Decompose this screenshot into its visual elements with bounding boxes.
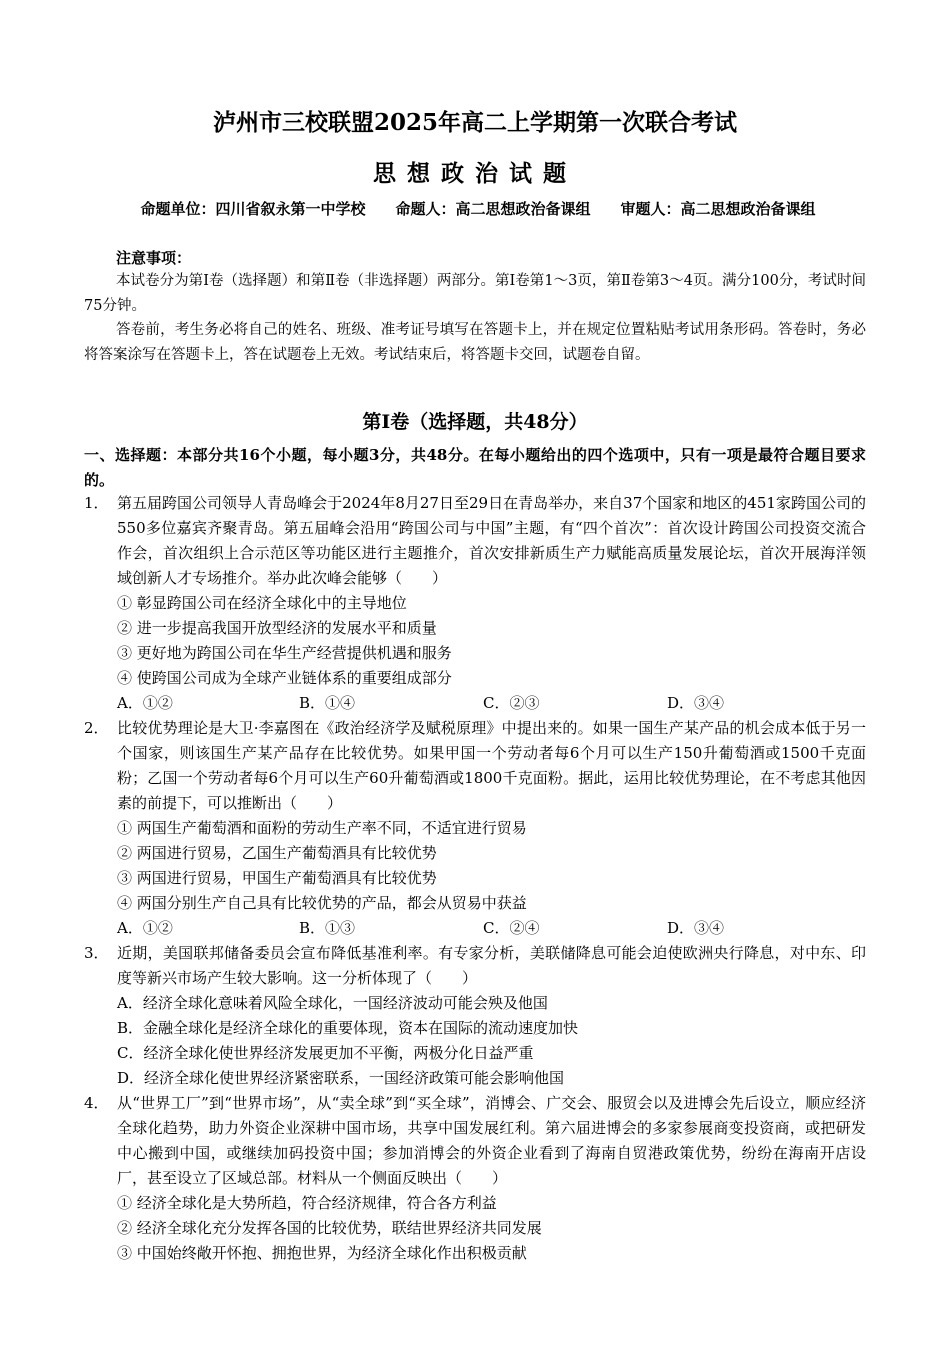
exam-title: 泸州市三校联盟2025年高二上学期第一次联合考试 [212, 109, 737, 136]
section-instruction: 一、选择题：本部分共16个小题，每小题3分，共48分。在每小题给出的四个选项中，只有一项是最符合题目要求的。 [84, 446, 866, 489]
subject-title: 思想政治试题 [373, 160, 577, 187]
notes-heading: 注意事项： [116, 249, 192, 267]
option-d: D．③④ [667, 919, 725, 937]
question-item: ④ 使跨国公司成为全球产业链体系的重要组成部分 [117, 669, 452, 687]
question-3 [84, 941, 866, 1091]
question-stem: 比较优势理论是大卫·李嘉图在《政治经济学及赋税原理》中提出来的。如果一国生产某产品的机会成本低于另一个国家，则该国生产某产品存在比较优势。如果甲国一个劳动者每6个月可以生产150升葡萄酒或1500千克面粉；乙国一个劳动者每6个月可以生产60升葡萄酒或1800千克面粉。据此，运用比较优势理论，在不考虑其他因素的前提下，可以推断出（ ） [117, 719, 866, 812]
question-item: ① 彰显跨国公司在经济全球化中的主导地位 [117, 594, 407, 612]
question-number: 2． [84, 719, 109, 737]
question-item: ③ 中国始终敞开怀抱、拥抱世界，为经济全球化作出积极贡献 [117, 1244, 527, 1262]
byline: 命题单位：四川省叙永第一中学校 命题人：高二思想政治备课组 审题人：高二思想政治备课组 [140, 200, 816, 218]
option-b: B．①④ [299, 694, 356, 712]
question-1 [84, 491, 866, 716]
option-a: A．①② [117, 694, 173, 712]
notes-paragraph: 答卷前，考生务必将自己的姓名、班级、准考证号填写在答题卡上，并在规定位置粘贴考试用条形码。答卷时，务必将答案涂写在答题卡上，答在试题卷上无效。考试结束后，将答题卡交回，试题卷自留。 [84, 322, 866, 363]
question-number: 3． [84, 944, 109, 962]
option-d: D．经济全球化使世界经济紧密联系，一国经济政策可能会影响他国 [117, 1069, 565, 1087]
question-item: ① 经济全球化是大势所趋，符合经济规律，符合各方利益 [117, 1194, 497, 1212]
option-d: D．③④ [667, 694, 725, 712]
option-a: A．①② [117, 919, 173, 937]
notes-paragraph: 本试卷分为第Ⅰ卷（选择题）和第Ⅱ卷（非选择题）两部分。第Ⅰ卷第1～3页，第Ⅱ卷第3～4页。满分100分，考试时间75分钟。 [84, 273, 866, 314]
answer-options [117, 916, 866, 941]
option-b: B．金融全球化是经济全球化的重要体现，资本在国际的流动速度加快 [117, 1019, 579, 1037]
section-title: 第Ⅰ卷（选择题，共48分） [362, 411, 588, 433]
question-item: ③ 两国进行贸易，甲国生产葡萄酒具有比较优势 [117, 869, 437, 887]
option-c: C．②③ [483, 694, 540, 712]
option-b: B．①③ [299, 919, 356, 937]
question-item: ② 两国进行贸易，乙国生产葡萄酒具有比较优势 [117, 844, 437, 862]
question-2 [84, 716, 866, 941]
question-item: ② 经济全球化充分发挥各国的比较优势，联结世界经济共同发展 [117, 1219, 542, 1237]
question-item: ③ 更好地为跨国公司在华生产经营提供机遇和服务 [117, 644, 452, 662]
option-a: A．经济全球化意味着风险全球化，一国经济波动可能会殃及他国 [117, 994, 548, 1012]
question-stem: 近期，美国联邦储备委员会宣布降低基准利率。有专家分析，美联储降息可能会迫使欧洲央行降息，对中东、印度等新兴市场产生较大影响。这一分析体现了（ ） [117, 944, 866, 987]
option-c: C．②④ [483, 919, 540, 937]
question-number: 4． [84, 1094, 109, 1112]
option-c: C．经济全球化使世界经济发展更加不平衡，两极分化日益严重 [117, 1044, 534, 1062]
question-number: 1． [84, 494, 109, 512]
question-stem: 从“世界工厂”到“世界市场”，从“卖全球”到“买全球”，消博会、广交会、服贸会以及进博会先后设立，顺应经济全球化趋势，助力外资企业深耕中国市场，共享中国发展红利。第六届进博会的多家参展商变投资商，或把研发中心搬到中国，或继续加码投资中国；参加消博会的外资企业看到了海南自贸港政策优势，纷纷在海南开店设厂，甚至设立了区域总部。材料从一个侧面反映出（ ） [117, 1094, 866, 1187]
question-item: ④ 两国分别生产自己具有比较优势的产品，都会从贸易中获益 [117, 894, 527, 912]
answer-options [117, 691, 866, 716]
question-4 [84, 1091, 866, 1266]
question-stem: 第五届跨国公司领导人青岛峰会于2024年8月27日至29日在青岛举办，来自37个国家和地区的451家跨国公司的550多位嘉宾齐聚青岛。第五届峰会沿用“跨国公司与中国”主题，有“四个首次”：首次设计跨国公司投资交流合作会，首次组织上合示范区等功能区进行主题推介，首次安排新质生产力赋能高质量发展论坛，首次开展海洋领域创新人才专场推介。举办此次峰会能够（ ） [117, 494, 866, 587]
question-item: ① 两国生产葡萄酒和面粉的劳动生产率不同，不适宜进行贸易 [117, 819, 527, 837]
question-item: ② 进一步提高我国开放型经济的发展水平和质量 [117, 619, 437, 637]
